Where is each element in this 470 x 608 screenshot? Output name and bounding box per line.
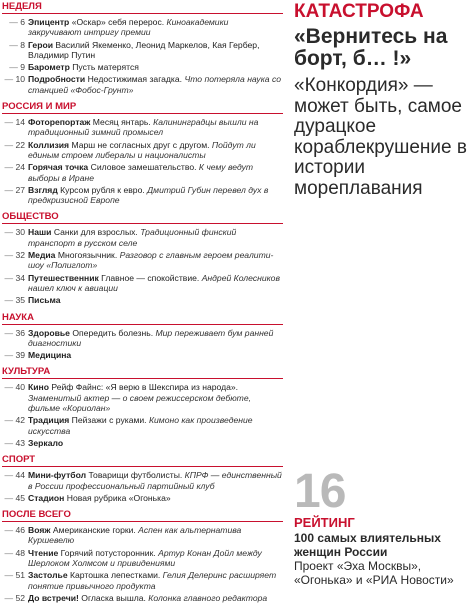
page-number: — 22 bbox=[0, 140, 25, 150]
article-description: Кимоно как произведение искусства bbox=[28, 415, 253, 436]
rubric-name: Медицина bbox=[28, 350, 72, 361]
page-number: — 35 bbox=[0, 295, 25, 305]
rubric-name: Вояж bbox=[28, 525, 51, 536]
rubric-name: Медиа bbox=[28, 250, 56, 261]
article-title: Новая рубрика «Огонька» bbox=[64, 492, 171, 503]
page-number: — 46 bbox=[0, 525, 25, 535]
section-title: ПОСЛЕ ВСЕГО bbox=[2, 508, 283, 522]
article-description: Пойдут ли единым строем либералы и националисты bbox=[28, 139, 256, 160]
rubric-name: Здоровье bbox=[28, 327, 70, 338]
toc-entry[interactable] bbox=[0, 382, 283, 413]
rubric-name: Фоторепортаж bbox=[28, 117, 91, 128]
toc-entry[interactable] bbox=[0, 162, 283, 183]
article-title: Василий Якеменко, Леонид Маркелов, Кая Гербер, Владимир Путин bbox=[28, 39, 260, 60]
article-description: Калининградцы вышли на традиционный зимний промысел bbox=[28, 117, 259, 138]
rubric-name: Застолье bbox=[28, 570, 68, 581]
page-number: — 10 bbox=[0, 74, 25, 84]
toc-section bbox=[0, 365, 283, 448]
toc-entry[interactable] bbox=[0, 40, 283, 61]
page-number: — 43 bbox=[0, 438, 25, 448]
toc-entry[interactable] bbox=[0, 273, 283, 294]
rubric-name: Путешественник bbox=[28, 272, 99, 283]
article-description: К чему ведут выборы в Иране bbox=[28, 162, 254, 183]
article-title: Санки для взрослых. bbox=[51, 227, 138, 238]
feature-label: КАТАСТРОФА bbox=[294, 1, 424, 22]
page-number: — 24 bbox=[0, 162, 25, 172]
toc-section bbox=[0, 0, 283, 95]
page-number: — 27 bbox=[0, 185, 25, 195]
page-number: — 48 bbox=[0, 548, 25, 558]
section-title: КУЛЬТУРА bbox=[2, 365, 283, 379]
toc-entry[interactable] bbox=[0, 493, 283, 503]
toc-entry[interactable] bbox=[0, 117, 283, 138]
article-title: Огласка вышла. bbox=[78, 592, 146, 603]
feature-title[interactable]: «Вернитесь на борт, б… !» bbox=[294, 25, 448, 70]
article-title: Недостижимая загадка. bbox=[85, 74, 183, 85]
page-number: — 52 bbox=[0, 593, 25, 603]
article-description: Киноакадемики закручивают интригу премии bbox=[28, 17, 229, 38]
page-number: — 39 bbox=[0, 350, 25, 360]
toc-entry[interactable] bbox=[0, 415, 283, 436]
toc-entry[interactable] bbox=[0, 593, 283, 603]
article-description: Андрей Колесников нашел ключ к авиации bbox=[28, 272, 280, 293]
article-title: Товарищи футболисты. bbox=[86, 470, 183, 481]
toc-entry[interactable] bbox=[0, 295, 283, 305]
article-title: Пейзажи с руками. bbox=[69, 415, 147, 426]
article-title: Американские горки. bbox=[50, 525, 136, 536]
article-description: Разговор с главным героем реалити-шоу «Полиглот» bbox=[28, 250, 274, 271]
article-description: Знаменитый актер — о своем режиссерском дебюте, фильме «Кориолан» bbox=[28, 392, 252, 414]
article-description: Артур Конан Дойл между Шерлоком Холмсом и привидениями bbox=[28, 547, 262, 568]
article-title: «Оскар» себя перерос. bbox=[69, 17, 165, 27]
section-title: НАУКА bbox=[2, 311, 283, 325]
page-number: — 14 bbox=[0, 117, 25, 127]
rubric-name: Эпицентр bbox=[28, 17, 70, 27]
page-number: — 32 bbox=[0, 250, 25, 260]
rubric-name: Коллизия bbox=[28, 139, 70, 150]
rubric-name: Кино bbox=[28, 382, 49, 393]
page-number: — 51 bbox=[0, 570, 25, 580]
toc-entry[interactable] bbox=[0, 62, 283, 72]
rubric-name: Герои bbox=[28, 39, 53, 50]
feature-description: «Конкордия» — может быть, самое дурацкое кораблекрушение в истории мореплавания bbox=[294, 75, 467, 199]
article-title: Рейф Файнс: «Я верю в Шекспира из народа». bbox=[48, 382, 239, 393]
rating-block bbox=[294, 465, 470, 587]
rubric-name: Барометр bbox=[28, 62, 70, 73]
rating-label: РЕЙТИНГ bbox=[294, 515, 355, 530]
page-number: — 8 bbox=[0, 40, 25, 50]
rating-title[interactable]: 100 самых влиятельных женщин России bbox=[294, 531, 441, 559]
rubric-name: Чтение bbox=[28, 547, 59, 558]
toc-entry[interactable] bbox=[0, 470, 283, 491]
rating-description: Проект «Эха Москвы», «Огонька» и «РИА Новости» bbox=[294, 559, 454, 587]
toc-entry[interactable] bbox=[0, 548, 283, 569]
article-description: Гелия Делеринс расширяет понятие привычного продукта bbox=[28, 570, 277, 591]
rubric-name: Стадион bbox=[28, 492, 65, 503]
rubric-name: Взгляд bbox=[28, 184, 58, 195]
toc-entry[interactable] bbox=[0, 525, 283, 546]
rubric-name: Традиция bbox=[28, 415, 70, 426]
page-number: — 34 bbox=[0, 273, 25, 283]
article-title: Пусть матерятся bbox=[69, 62, 139, 73]
article-description: Традиционный финский транспорт в русском селе bbox=[28, 227, 237, 248]
page-number: — 36 bbox=[0, 328, 25, 338]
toc-entry[interactable] bbox=[0, 140, 283, 161]
rubric-name: До встречи! bbox=[28, 592, 79, 603]
toc-entry[interactable] bbox=[0, 350, 283, 360]
toc-entry[interactable] bbox=[0, 250, 283, 271]
article-title: Главное — спокойствие. bbox=[98, 272, 200, 283]
article-title: Опередить болезнь. bbox=[69, 327, 154, 338]
toc-section bbox=[0, 311, 283, 361]
article-description: Мир переживает бум ранней диагностики bbox=[28, 327, 274, 348]
article-description: КПРФ — единственный в России профессиональный партийный клуб bbox=[28, 470, 282, 491]
rubric-name: Горячая точка bbox=[28, 162, 89, 173]
section-title: НЕДЕЛЯ bbox=[2, 0, 283, 14]
toc-section bbox=[0, 100, 283, 205]
page-number: — 6 bbox=[0, 17, 25, 27]
rubric-name: Зеркало bbox=[28, 437, 64, 448]
toc-entry[interactable] bbox=[0, 17, 283, 38]
toc-entry[interactable] bbox=[0, 328, 283, 349]
article-title: Курсом рубля к евро. bbox=[57, 184, 145, 195]
article-description: Колонка главного редактора bbox=[145, 592, 268, 603]
toc-entry[interactable] bbox=[0, 227, 283, 248]
rubric-name: Наши bbox=[28, 227, 52, 238]
toc-section bbox=[0, 508, 283, 603]
section-title: РОССИЯ И МИР bbox=[2, 100, 283, 114]
article-title: Картошка лепестками. bbox=[67, 570, 161, 581]
rubric-name: Мини-футбол bbox=[28, 470, 87, 481]
toc-section bbox=[0, 210, 283, 305]
toc-entry[interactable] bbox=[0, 74, 283, 95]
rubric-name: Письма bbox=[28, 295, 61, 306]
article-title: Марш не согласных друг с другом. bbox=[69, 139, 210, 150]
page-number: — 44 bbox=[0, 470, 25, 480]
page-number: — 40 bbox=[0, 382, 25, 392]
article-title: Месяц янтарь. bbox=[90, 117, 151, 128]
toc-entry[interactable] bbox=[0, 438, 283, 448]
section-title: ОБЩЕСТВО bbox=[2, 210, 283, 224]
article-title: Многоязычник. bbox=[55, 250, 118, 261]
toc-entry[interactable] bbox=[0, 570, 283, 591]
rubric-name: Подробности bbox=[28, 74, 86, 85]
article-description: Аспен как альтернатива Куршевелю bbox=[28, 525, 242, 546]
article-title: Горячий потусторонник. bbox=[58, 547, 156, 558]
article-description: Дмитрий Губин перевел дух в предкризисной Европе bbox=[28, 184, 269, 206]
article-title: Силовое замешательство. bbox=[88, 162, 197, 173]
page-number: — 42 bbox=[0, 415, 25, 425]
toc-section bbox=[0, 453, 283, 503]
page-number: — 9 bbox=[0, 62, 25, 72]
feature-block bbox=[294, 0, 470, 199]
page-number: — 45 bbox=[0, 493, 25, 503]
rating-page-number: 16 bbox=[294, 465, 346, 518]
section-title: СПОРТ bbox=[2, 453, 283, 467]
page-number: — 30 bbox=[0, 227, 25, 237]
article-description: Что потеряла наука со станцией «Фобос-Грунт» bbox=[28, 74, 282, 95]
toc-entry[interactable] bbox=[0, 185, 283, 206]
